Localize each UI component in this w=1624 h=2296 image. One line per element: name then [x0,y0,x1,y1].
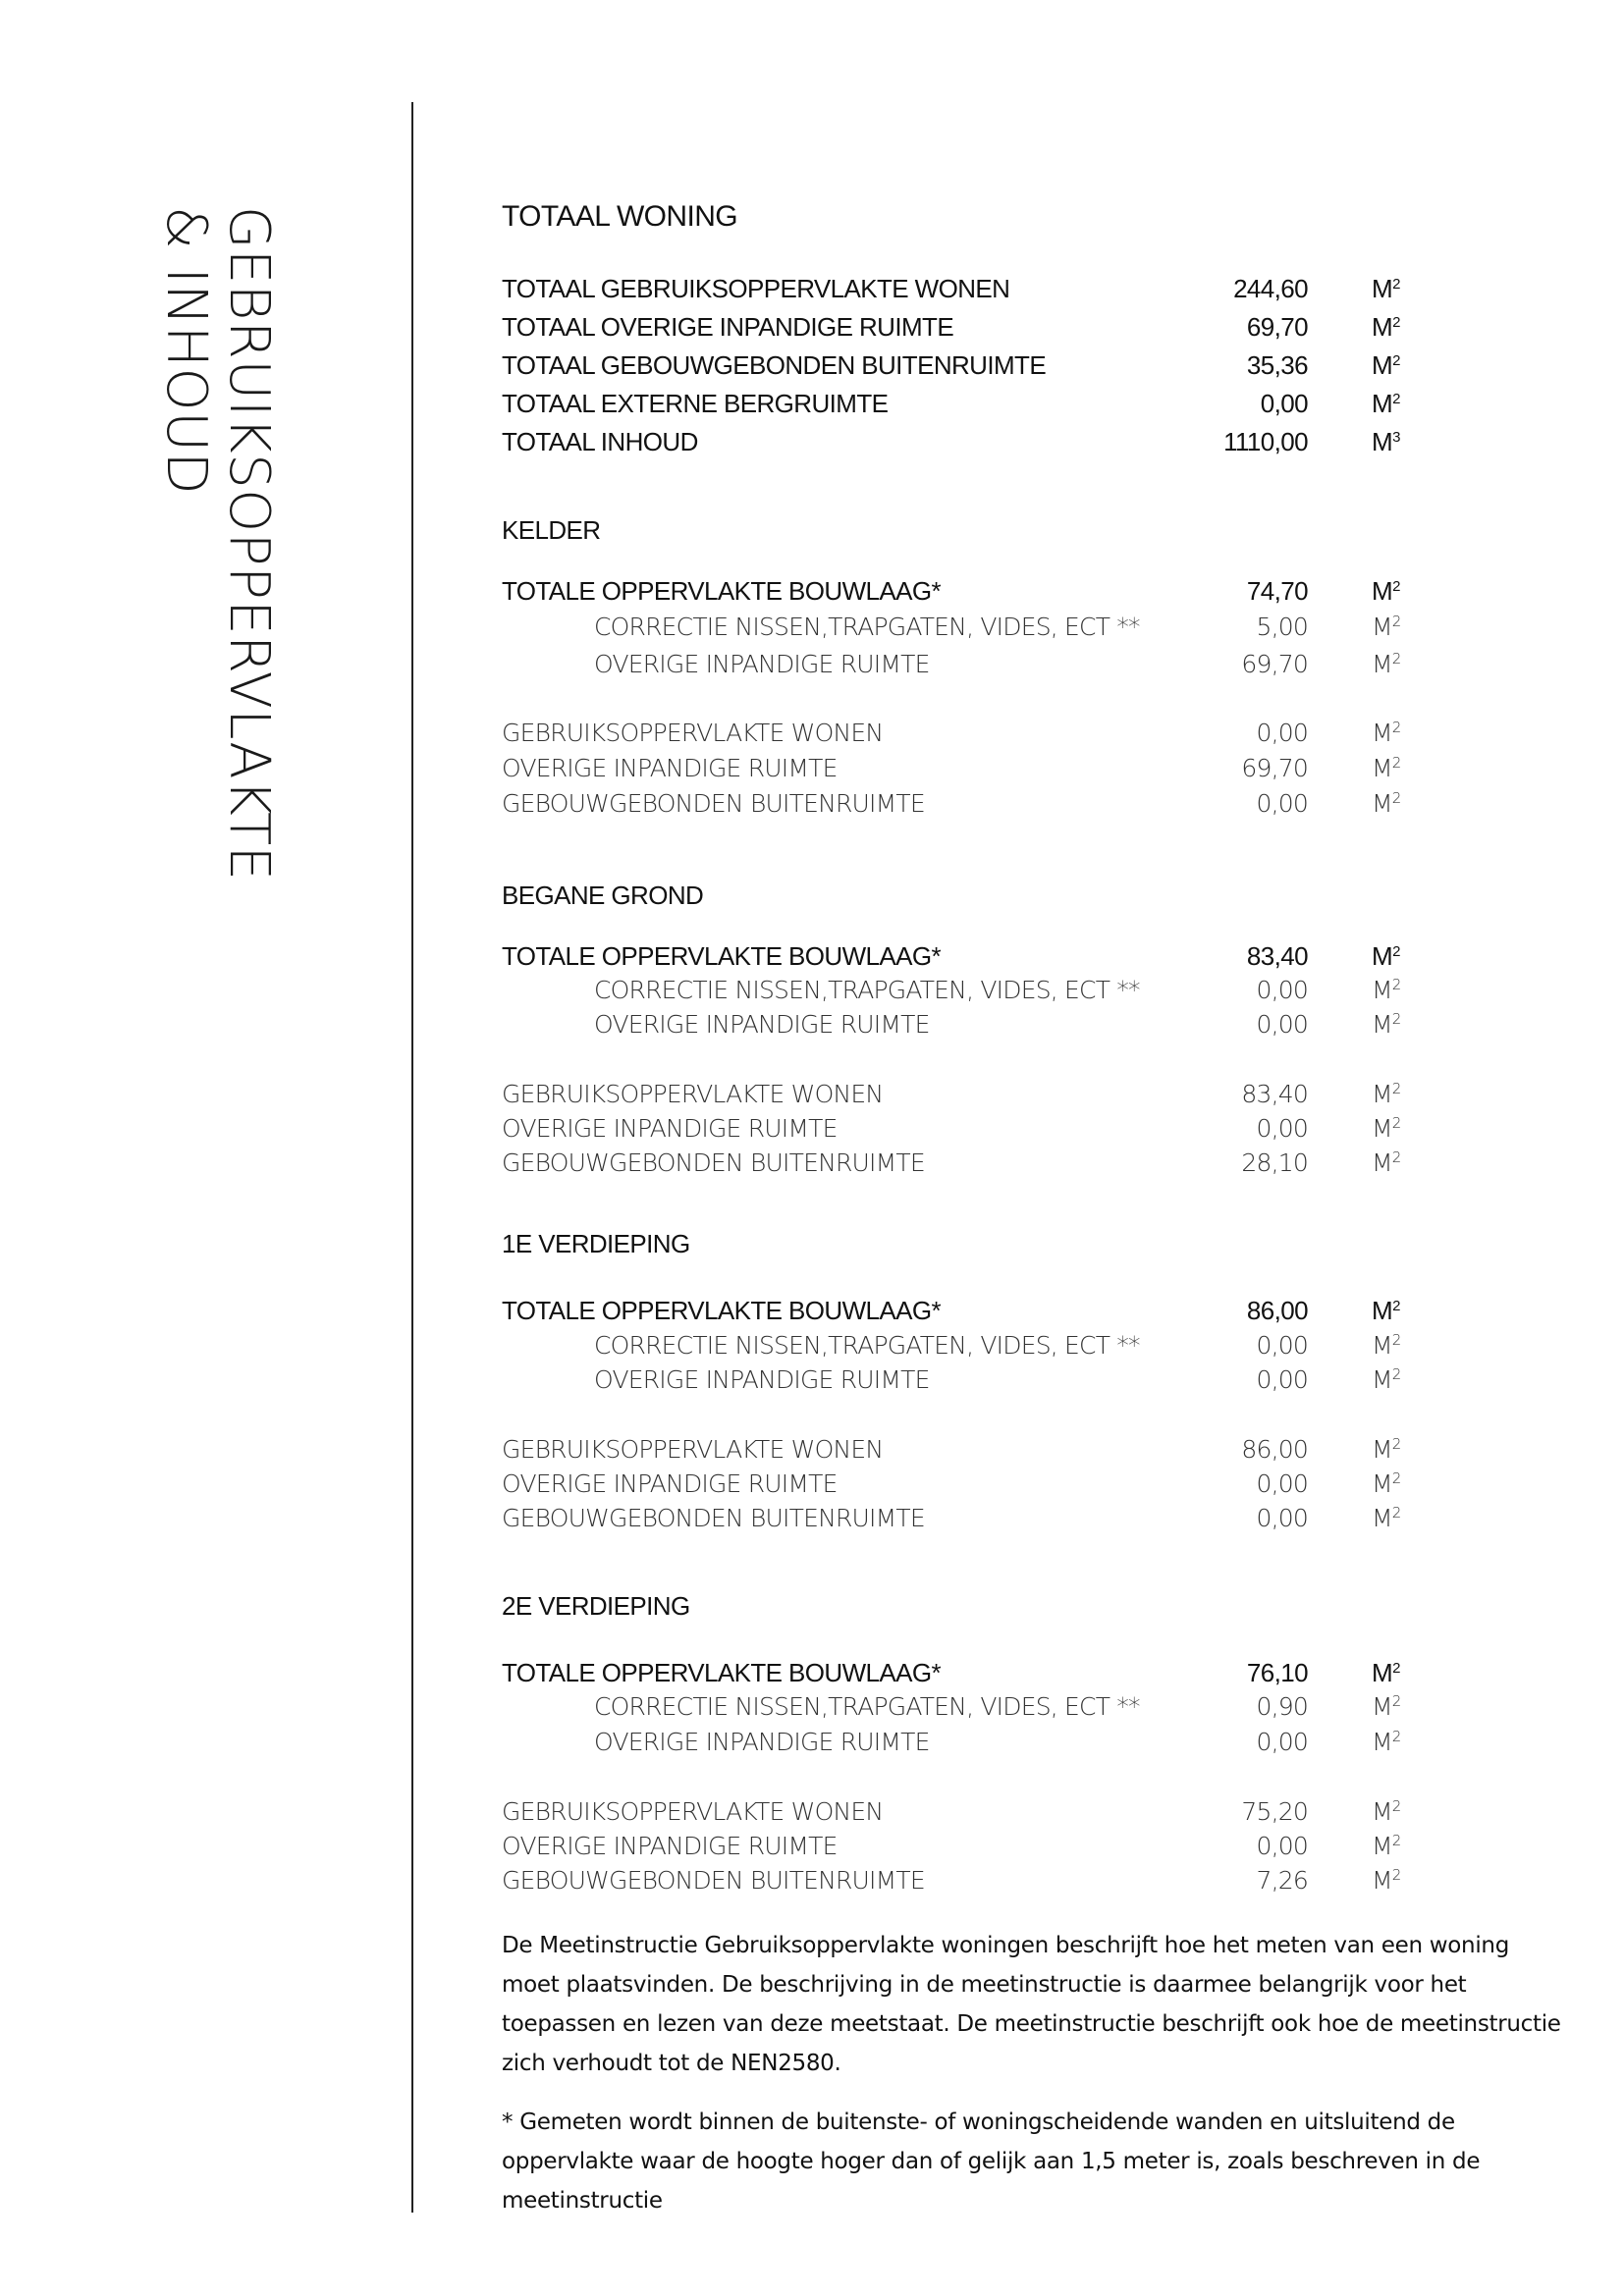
overige-sub-row [502,1010,1405,1041]
meetinstructie-paragraph: De Meetinstructie Gebruiksoppervlakte woningen beschrijft hoe het meten van een woning moet plaatsvinden. De beschrijving in de meetinstructie is daarmee belangrijk voor het toepassen en lezen van deze meetstaat. De meetinstructie beschrijft ook hoe de meetinstructie zich verhoudt tot de NEN2580. [502,1933,1561,2076]
row-label: TOTAAL GEBRUIKSOPPERVLAKTE WONEN [502,274,1010,303]
unit: $M^2$ [1372,1114,1401,1143]
row-label: OVERIGE INPANDIGE RUIMTE [502,1114,838,1143]
row-label: OVERIGE INPANDIGE RUIMTE [594,1365,930,1394]
row-value: 83,40 [1246,941,1308,971]
unit: $M^2$ [1372,1504,1401,1532]
buiten-row [502,1866,1405,1897]
side-title-line1: GEBRUIKSOPPERVLAKTE [217,206,281,881]
unit: $M^2$ [1372,976,1401,1004]
unit: $M^2$ [1372,576,1400,606]
row-label: CORRECTIE NISSEN,TRAPGATEN, VIDES, ECT ** [594,976,1140,1004]
row-value: 0,00 [1256,789,1308,818]
row-label: TOTALE OPPERVLAKTE BOUWLAAG* [502,941,942,971]
gebruik-row [502,1080,1405,1111]
unit: $M^2$ [1372,754,1401,782]
correctie-row [502,1331,1405,1362]
row-value: 0,00 [1256,1114,1308,1143]
row-value: 69,70 [1246,312,1308,342]
unit: $M^3$ [1372,427,1400,456]
total-row [502,389,1405,420]
row-value: 69,70 [1241,650,1308,678]
row-label: TOTAAL OVERIGE INPANDIGE RUIMTE [502,312,954,342]
totale-row [502,941,1405,973]
row-label: TOTAAL INHOUD [502,427,698,456]
row-value: 7,26 [1256,1866,1308,1895]
row-label: CORRECTIE NISSEN,TRAPGATEN, VIDES, ECT ** [594,613,1140,641]
row-value: 0,00 [1256,1469,1308,1498]
buiten-row [502,1504,1405,1535]
gebruik-row [502,1435,1405,1467]
unit: $M^2$ [1372,1435,1401,1464]
row-value: 75,20 [1241,1797,1308,1826]
unit: $M^2$ [1372,1331,1401,1360]
totale-row [502,1658,1405,1689]
total-row [502,350,1405,382]
total-row [502,427,1405,458]
row-value: 74,70 [1246,576,1308,606]
unit: $M^2$ [1372,719,1401,747]
row-label: CORRECTIE NISSEN,TRAPGATEN, VIDES, ECT ** [594,1692,1140,1721]
row-label: OVERIGE INPANDIGE RUIMTE [502,754,838,782]
row-value: 0,00 [1256,719,1308,747]
row-label: GEBRUIKSOPPERVLAKTE WONEN [502,1080,884,1108]
gebruik-row [502,1797,1405,1829]
row-label: OVERIGE INPANDIGE RUIMTE [594,650,930,678]
row-value: 0,90 [1256,1692,1308,1721]
floor-heading-2e-verdieping: 2E VERDIEPING [502,1591,690,1621]
row-label: TOTALE OPPERVLAKTE BOUWLAAG* [502,1658,942,1687]
overige-row [502,1114,1405,1146]
unit: $M^2$ [1372,350,1400,380]
floor-heading-begane-grond: BEGANE GROND [502,881,704,910]
row-label: TOTAAL EXTERNE BERGRUIMTE [502,389,889,418]
unit: $M^2$ [1372,1010,1401,1039]
side-title-line2: & INHOUD [154,206,218,496]
gebruik-row [502,719,1405,750]
row-value: 0,00 [1256,1365,1308,1394]
totale-row [502,1296,1405,1327]
row-value: 83,40 [1241,1080,1308,1108]
row-value: 0,00 [1256,1504,1308,1532]
row-label: TOTALE OPPERVLAKTE BOUWLAAG* [502,576,942,606]
overige-sub-row [502,1728,1405,1759]
row-label: OVERIGE INPANDIGE RUIMTE [502,1832,838,1860]
row-value: 0,00 [1256,1832,1308,1860]
buiten-row [502,1148,1405,1180]
side-title [147,206,285,1011]
overige-row [502,1469,1405,1501]
totale-row [502,576,1405,608]
unit: $M^2$ [1372,1692,1401,1721]
unit: $M^2$ [1372,1866,1401,1895]
row-value: 76,10 [1246,1658,1308,1687]
overige-row [502,1832,1405,1863]
row-value: 244,60 [1233,274,1308,303]
correctie-row [502,613,1405,644]
unit: $M^2$ [1372,1832,1401,1860]
row-label: GEBOUWGEBONDEN BUITENRUIMTE [502,1866,925,1895]
unit: $M^2$ [1372,1080,1401,1108]
unit: $M^2$ [1372,389,1400,418]
row-value: 69,70 [1241,754,1308,782]
correctie-row [502,976,1405,1007]
unit: $M^2$ [1372,650,1401,678]
row-label: GEBOUWGEBONDEN BUITENRUIMTE [502,1504,925,1532]
row-label: OVERIGE INPANDIGE RUIMTE [594,1728,930,1756]
row-value: 0,00 [1256,1728,1308,1756]
unit: $M^2$ [1372,789,1401,818]
row-value: 86,00 [1241,1435,1308,1464]
unit: $M^2$ [1372,274,1400,303]
unit: $M^2$ [1372,1469,1401,1498]
row-value: 86,00 [1246,1296,1308,1325]
row-label: GEBRUIKSOPPERVLAKTE WONEN [502,1797,884,1826]
correctie-row [502,1692,1405,1724]
row-label: GEBOUWGEBONDEN BUITENRUIMTE [502,789,925,818]
totaal-woning-heading: TOTAAL WONING [502,200,737,233]
unit: $M^2$ [1372,1365,1401,1394]
row-label: TOTAAL GEBOUWGEBONDEN BUITENRUIMTE [502,350,1047,380]
unit: $M^2$ [1372,941,1400,971]
overige-sub-row [502,1365,1405,1397]
total-row [502,274,1405,305]
row-label: GEBRUIKSOPPERVLAKTE WONEN [502,1435,884,1464]
unit: $M^2$ [1372,312,1400,342]
row-value: 0,00 [1256,976,1308,1004]
unit: $M^2$ [1372,613,1401,641]
overige-sub-row [502,650,1405,681]
row-label: CORRECTIE NISSEN,TRAPGATEN, VIDES, ECT ** [594,1331,1140,1360]
row-value: 0,00 [1256,1331,1308,1360]
vertical-divider [411,102,413,2213]
floor-heading-1e-verdieping: 1E VERDIEPING [502,1229,690,1258]
overige-row [502,754,1405,785]
row-value: 0,00 [1256,1010,1308,1039]
row-label: TOTALE OPPERVLAKTE BOUWLAAG* [502,1296,942,1325]
row-label: OVERIGE INPANDIGE RUIMTE [502,1469,838,1498]
row-label: OVERIGE INPANDIGE RUIMTE [594,1010,930,1039]
unit: $M^2$ [1372,1296,1400,1325]
row-value: 28,10 [1241,1148,1308,1177]
row-label: GEBOUWGEBONDEN BUITENRUIMTE [502,1148,925,1177]
row-label: GEBRUIKSOPPERVLAKTE WONEN [502,719,884,747]
unit: $M^2$ [1372,1658,1400,1687]
total-row [502,312,1405,344]
row-value: 0,00 [1260,389,1308,418]
row-value: 35,36 [1246,350,1308,380]
floor-heading-kelder: KELDER [502,515,601,545]
row-value: 1110,00 [1223,427,1308,456]
buiten-row [502,789,1405,821]
unit: $M^2$ [1372,1148,1401,1177]
unit: $M^2$ [1372,1797,1401,1826]
row-value: 5,00 [1256,613,1308,641]
footnote-paragraph: * Gemeten wordt binnen de buitenste- of woningscheidende wanden en uitsluitend de oppervlakte waar de hoogte hoger dan of gelijk aan 1,5 meter is, zoals beschreven in de meetinstructie [502,2109,1481,2214]
unit: $M^2$ [1372,1728,1401,1756]
